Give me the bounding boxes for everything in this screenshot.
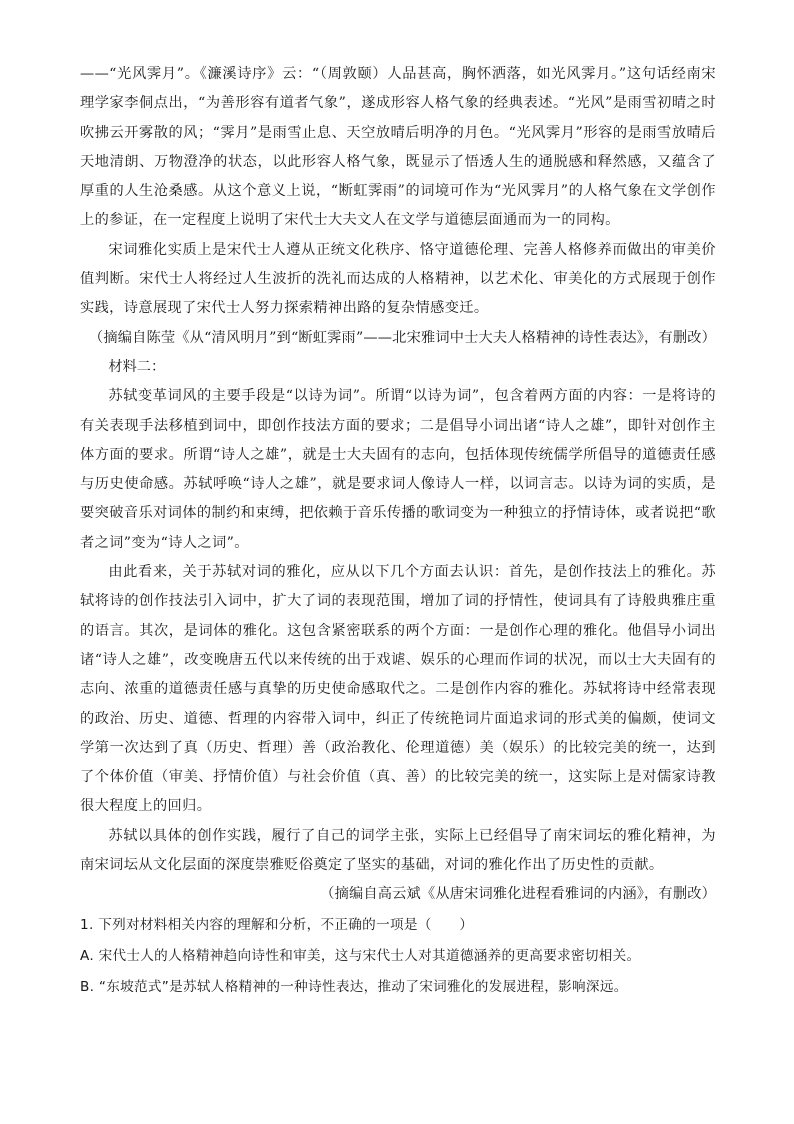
material2-paragraph-1: 苏轼变革词风的主要手段是“以诗为词”。所谓“以诗为词”，包含着两方面的内容：一是将诗的有关表现手法移植到词中，即创作技法方面的要求；二是倡导小词出诸“诗人之雄”，即针对创作主体方面的要求。所谓“诗人之雄”，就是士大夫固有的志向，包括体现传统儒学所倡导的道德责任感与历史使命感。苏轼呼唤“诗人之雄”，就是要求词人像诗人一样，以词言志。以诗为词的实质，是要突破音乐对词体的制约和束缚，把依赖于音乐传播的歌词变为一种独立的抒情诗体，或者说把“歌者之词”变为“诗人之词”。 <box>80 388 716 551</box>
material2-heading: 材料二： <box>108 358 166 375</box>
question-1-option-b: B. “东坡范式”是苏轼人格精神的一种诗性表达，推动了宋词雅化的发展进程，影响深远。 <box>80 978 628 995</box>
material1-paragraph-2: 宋词雅化实质上是宋代士人遵从正统文化秩序、恪守道德伦理、完善人格修养而做出的审美价值判断。宋代士人将经过人生波折的洗礼而达成的人格精神，以艺术化、审美化的方式展现于创作实践，诗意展现了宋代士人努力探索精神出路的复杂情感变迁。 <box>80 241 716 317</box>
material2-paragraph-2: 由此看来，关于苏轼对词的雅化，应从以下几个方面去认识：首先，是创作技法上的雅化。苏轼将诗的创作技法引入词中，扩大了词的表现范围，增加了词的抒情性，使词具有了诗般典雅庄重的语言。其次，是词体的雅化。这包含紧密联系的两个方面：一是创作心理的雅化。他倡导小词出诸“诗人之雄”，改变晚唐五代以来传统的出于戏谑、娱乐的心理而作词的状况，而以士大夫固有的志向、浓重的道德责任感与真挚的历史使命感取代之。二是创作内容的雅化。苏轼将诗中经常表现的政治、历史、道德、哲理的内容带入词中，纠正了传统艳词片面追求词的形式美的偏颇，使词文学第一次达到了真（历史、哲理）善（政治教化、伦理道德）美（娱乐）的比较完美的统一，达到了个体价值（审美、抒情价值）与社会价值（真、善）的比较完美的统一，这实际上是对儒家诗教很大程度上的回归。 <box>80 564 716 815</box>
material1-source: （摘编自陈莹《从“清风明月”到“断虹霁雨”——北宋雅词中士大夫人格精神的诗性表达》，有删改） <box>89 329 716 346</box>
material2-source: （摘编自高云斌《从唐宋词雅化进程看雅词的内涵》，有删改） <box>320 886 716 903</box>
material1-paragraph-1: ——“光风霁月”。《濂溪诗序》云：“（周敦颐）人品甚高，胸怀洒落，如光风霁月。”这句话经南宋理学家李侗点出，“为善形容有道者气象”，遂成形容人格气象的经典表述。“光风”是雨雪初晴之时吹拂云开雾散的风；“霁月”是雨雪止息、天空放晴后明净的月色。“光风霁月”形容的是雨雪放晴后天地清朗、万物澄净的状态，以此形容人格气象，既显示了悟透人生的通脱感和释然感，又蕴含了厚重的人生沧桑感。从这个意义上说，“断虹霁雨”的词境可作为“光风霁月”的人格气象在文学创作上的参证，在一定程度上说明了宋代士大夫文人在文学与道德层面通而为一的同构。 <box>80 66 716 229</box>
question-1-stem: 1. 下列对材料相关内容的理解和分析，不正确的一项是（ ） <box>80 916 474 933</box>
question-1-option-a: A. 宋代士人的人格精神趋向诗性和审美，这与宋代士人对其道德涵养的更高要求密切相关。 <box>80 947 641 964</box>
material2-paragraph-3: 苏轼以具体的创作实践，履行了自己的词学主张，实际上已经倡导了南宋词坛的雅化精神，为南宋词坛从文化层面的深度崇雅贬俗奠定了坚实的基础，对词的雅化作出了历史性的贡献。 <box>80 827 716 874</box>
document-page <box>80 60 716 1003</box>
